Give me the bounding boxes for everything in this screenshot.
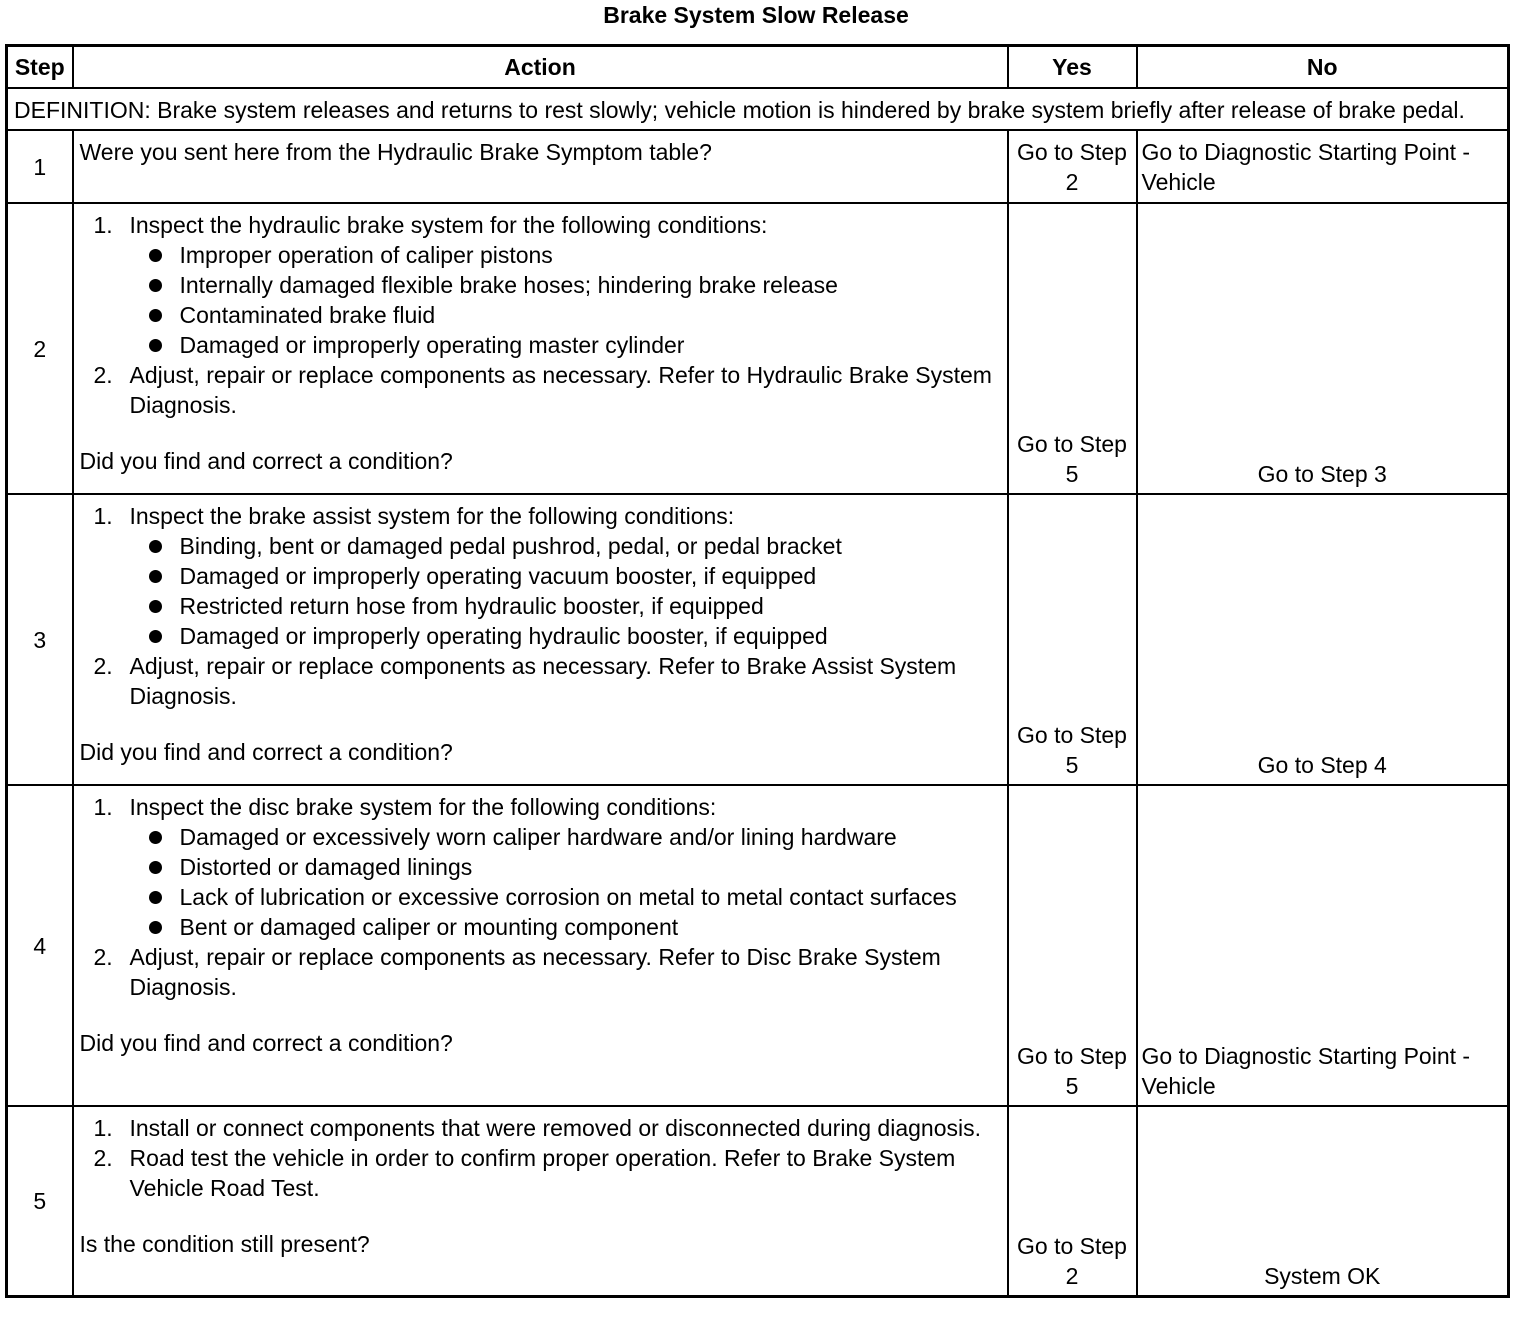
action-list: [80, 792, 1001, 1002]
item-number: 2.: [93, 653, 113, 679]
bullet-text: Internally damaged flexible brake hoses; hindering brake release: [179, 272, 838, 298]
action-list: [80, 1113, 1001, 1203]
action-cell: [73, 1106, 1008, 1296]
bullet-text: Bent or damaged caliper or mounting component: [179, 914, 679, 940]
list-item: [93, 1113, 1001, 1143]
header-row: [7, 46, 1509, 89]
list-item: [93, 792, 1001, 942]
item-number: 2.: [93, 1145, 113, 1171]
item-number: 2.: [93, 944, 113, 970]
list-item: [93, 360, 1001, 420]
item-number: 1.: [93, 1115, 113, 1141]
list-item: [180, 882, 1001, 912]
step-question: Is the condition still present?: [79, 1231, 370, 1257]
condition-list: [130, 240, 1001, 360]
action-cell: [73, 494, 1008, 785]
item-text: Road test the vehicle in order to confirm proper operation. Refer to Brake System Vehicle Road Test.: [129, 1145, 956, 1201]
diagnostic-table: [5, 44, 1510, 1298]
item-number: 1.: [93, 503, 113, 529]
bullet-text: Damaged or improperly operating hydraulic booster, if equipped: [179, 623, 828, 649]
table-row: [7, 1106, 1509, 1296]
step-number: 1: [7, 130, 73, 203]
list-item: [180, 852, 1001, 882]
step-number: 4: [7, 785, 73, 1106]
definition-row: [7, 88, 1509, 130]
condition-list: [130, 822, 1001, 942]
item-text: Inspect the brake assist system for the following conditions:: [129, 503, 735, 529]
header-yes: Yes: [1008, 46, 1137, 89]
list-item: [180, 591, 1001, 621]
list-item: [180, 561, 1001, 591]
list-item: [93, 501, 1001, 651]
bullet-icon: [149, 921, 162, 934]
bullet-icon: [149, 339, 162, 352]
item-text: Adjust, repair or replace components as necessary. Refer to Hydraulic Brake System Diagnosis.: [129, 362, 992, 418]
list-item: [93, 1143, 1001, 1203]
action-cell: [73, 203, 1008, 494]
header-action: Action: [73, 46, 1008, 89]
list-item: [180, 330, 1001, 360]
bullet-icon: [149, 279, 162, 292]
item-number: 2.: [93, 362, 113, 388]
table-row: [7, 130, 1509, 203]
bullet-icon: [149, 831, 162, 844]
step-question: Did you find and correct a condition?: [79, 448, 453, 474]
no-cell: Go to Diagnostic Starting Point - Vehicle: [1137, 130, 1509, 203]
action-cell: [73, 130, 1008, 203]
table-row: [7, 203, 1509, 494]
bullet-text: Improper operation of caliper pistons: [179, 242, 553, 268]
item-text: Inspect the disc brake system for the following conditions:: [129, 794, 717, 820]
step-number: 5: [7, 1106, 73, 1296]
item-text: Install or connect components that were removed or disconnected during diagnosis.: [129, 1115, 981, 1141]
yes-cell: Go to Step 5: [1008, 785, 1137, 1106]
bullet-text: Damaged or excessively worn caliper hardware and/or lining hardware: [179, 824, 897, 850]
list-item: [180, 300, 1001, 330]
action-list: [80, 210, 1001, 420]
table-row: [7, 785, 1509, 1106]
bullet-icon: [149, 630, 162, 643]
item-text: Adjust, repair or replace components as necessary. Refer to Brake Assist System Diagnosis.: [129, 653, 957, 709]
no-cell: Go to Step 3: [1137, 203, 1509, 494]
list-item: [180, 822, 1001, 852]
step-question: Did you find and correct a condition?: [79, 1030, 453, 1056]
definition-text: DEFINITION: Brake system releases and returns to rest slowly; vehicle motion is hindered by brake system briefly after release of brake pedal.: [7, 88, 1509, 130]
bullet-text: Lack of lubrication or excessive corrosion on metal to metal contact surfaces: [179, 884, 957, 910]
bullet-text: Distorted or damaged linings: [179, 854, 473, 880]
yes-cell: Go to Step 5: [1008, 494, 1137, 785]
step-question: Were you sent here from the Hydraulic Brake Symptom table?: [79, 139, 712, 165]
bullet-icon: [149, 249, 162, 262]
list-item: [93, 210, 1001, 360]
item-number: 1.: [93, 794, 113, 820]
step-number: 2: [7, 203, 73, 494]
list-item: [93, 651, 1001, 711]
bullet-icon: [149, 861, 162, 874]
step-number: 3: [7, 494, 73, 785]
action-list: [80, 501, 1001, 711]
yes-cell: Go to Step 5: [1008, 203, 1137, 494]
yes-cell: Go to Step 2: [1008, 130, 1137, 203]
step-question: Did you find and correct a condition?: [79, 739, 453, 765]
list-item: [180, 912, 1001, 942]
bullet-icon: [149, 600, 162, 613]
no-cell: System OK: [1137, 1106, 1509, 1296]
list-item: [180, 270, 1001, 300]
yes-cell: Go to Step 2: [1008, 1106, 1137, 1296]
bullet-text: Damaged or improperly operating vacuum booster, if equipped: [179, 563, 817, 589]
no-cell: Go to Diagnostic Starting Point - Vehicle: [1137, 785, 1509, 1106]
list-item: [180, 240, 1001, 270]
condition-list: [130, 531, 1001, 651]
item-text: Adjust, repair or replace components as necessary. Refer to Disc Brake System Diagnosis.: [129, 944, 941, 1000]
table-row: [7, 494, 1509, 785]
action-cell: [73, 785, 1008, 1106]
no-cell: Go to Step 4: [1137, 494, 1509, 785]
bullet-icon: [149, 309, 162, 322]
list-item: [180, 621, 1001, 651]
list-item: [93, 942, 1001, 1002]
bullet-icon: [149, 891, 162, 904]
bullet-icon: [149, 540, 162, 553]
bullet-text: Damaged or improperly operating master cylinder: [179, 332, 685, 358]
page-title: Brake System Slow Release: [603, 2, 909, 28]
bullet-icon: [149, 570, 162, 583]
header-no: No: [1137, 46, 1509, 89]
item-number: 1.: [93, 212, 113, 238]
item-text: Inspect the hydraulic brake system for the following conditions:: [129, 212, 768, 238]
bullet-text: Binding, bent or damaged pedal pushrod, pedal, or pedal bracket: [179, 533, 842, 559]
bullet-text: Contaminated brake fluid: [179, 302, 436, 328]
list-item: [180, 531, 1001, 561]
header-step: Step: [7, 46, 73, 89]
bullet-text: Restricted return hose from hydraulic booster, if equipped: [179, 593, 764, 619]
